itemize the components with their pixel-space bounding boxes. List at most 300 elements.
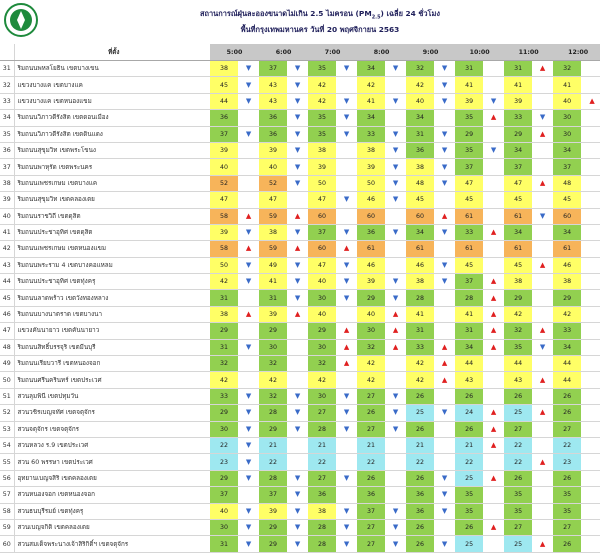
trend-cell [385, 77, 406, 93]
trend-up-icon: ▲ [343, 342, 350, 351]
trend-cell [483, 290, 504, 306]
table-row [0, 372, 600, 388]
trend-down-icon: ▼ [392, 539, 399, 548]
trend-cell [483, 405, 504, 421]
trend-cell [238, 257, 259, 273]
trend-down-icon: ▼ [392, 424, 399, 433]
trend-down-icon: ▼ [294, 80, 301, 89]
trend-cell [336, 224, 357, 240]
pm25-value: 35 [504, 503, 532, 519]
pm25-value: 40 [308, 306, 336, 322]
pm25-value: 22 [455, 454, 483, 470]
hour-header: 6:00 [259, 44, 308, 61]
trend-up-icon: ▲ [441, 359, 448, 368]
hour-header: 5:00 [210, 44, 259, 61]
table-row [0, 470, 600, 486]
station-location: สวนหลวง ร.9 เขตประเวศ [14, 437, 210, 453]
trend-cell [238, 274, 259, 290]
trend-cell [287, 126, 308, 142]
trend-down-icon: ▼ [245, 539, 252, 548]
trend-down-icon: ▼ [441, 408, 448, 417]
pm25-value: 26 [357, 470, 385, 486]
trend-cell [483, 142, 504, 158]
table-row [0, 257, 600, 273]
pm25-value: 31 [455, 323, 483, 339]
trend-up-icon: ▲ [539, 260, 546, 269]
trend-cell [434, 224, 455, 240]
pm25-value: 36 [406, 487, 434, 503]
trend-down-icon: ▼ [392, 96, 399, 105]
pm25-value: 25 [504, 405, 532, 421]
trend-cell [238, 192, 259, 208]
trend-cell [434, 208, 455, 224]
trend-cell [532, 192, 553, 208]
trend-down-icon: ▼ [343, 260, 350, 269]
pm25-value: 37 [553, 159, 581, 175]
trend-cell [238, 290, 259, 306]
trend-down-icon: ▼ [343, 506, 350, 515]
pm25-value: 40 [553, 93, 581, 109]
pm25-value: 35 [455, 142, 483, 158]
pm25-value: 27 [308, 470, 336, 486]
station-location: สวนหนองจอก เขตหนองจอก [14, 487, 210, 503]
trend-cell [238, 126, 259, 142]
station-location: ริมถนนสุขุมวิท เขตคลองเตย [14, 192, 210, 208]
table-row [0, 274, 600, 290]
trend-cell [532, 290, 553, 306]
row-number: 55 [0, 454, 14, 470]
trend-cell [532, 61, 553, 77]
trend-down-icon: ▼ [245, 424, 252, 433]
trend-cell [483, 61, 504, 77]
trend-down-icon: ▼ [392, 64, 399, 73]
pm25-value: 37 [210, 487, 238, 503]
trend-cell [532, 454, 553, 470]
trend-cell [434, 454, 455, 470]
trend-down-icon: ▼ [392, 129, 399, 138]
pm25-value: 42 [308, 77, 336, 93]
station-location: สวนลุมพินี เขตปทุมวัน [14, 388, 210, 404]
trend-cell [238, 241, 259, 257]
trend-up-icon: ▲ [490, 326, 497, 335]
pm25-value: 42 [406, 356, 434, 372]
pm25-value: 27 [553, 519, 581, 535]
trend-cell [238, 388, 259, 404]
trend-up-icon: ▲ [490, 473, 497, 482]
pm25-value: 26 [455, 519, 483, 535]
pm25-value: 31 [210, 339, 238, 355]
trend-cell [385, 536, 406, 552]
pm25-value: 61 [553, 241, 581, 257]
trend-cell [238, 503, 259, 519]
trend-cell [287, 61, 308, 77]
pm25-value: 26 [553, 536, 581, 552]
pm25-value: 39 [504, 93, 532, 109]
row-number: 47 [0, 323, 14, 339]
pm25-value: 28 [259, 405, 287, 421]
pm25-value: 42 [406, 372, 434, 388]
station-location: สวนสมเด็จพระนางเจ้าสิริกิติ์ฯ เขตจตุจักร [14, 536, 210, 552]
pm25-value: 34 [406, 110, 434, 126]
pm25-table-container [0, 44, 600, 553]
trend-cell [532, 421, 553, 437]
trend-cell [581, 388, 600, 404]
pm25-value: 35 [553, 487, 581, 503]
trend-cell [385, 372, 406, 388]
pm25-value: 39 [259, 142, 287, 158]
pm25-value: 29 [308, 323, 336, 339]
pm25-value: 60 [357, 208, 385, 224]
pm25-value: 40 [210, 503, 238, 519]
trend-down-icon: ▼ [245, 64, 252, 73]
pm25-value: 21 [308, 437, 336, 453]
pm25-value: 59 [259, 208, 287, 224]
pm25-value: 33 [210, 388, 238, 404]
trend-cell [434, 437, 455, 453]
trend-cell [287, 77, 308, 93]
trend-down-icon: ▼ [343, 195, 350, 204]
trend-down-icon: ▼ [343, 113, 350, 122]
trend-cell [238, 110, 259, 126]
table-row [0, 356, 600, 372]
trend-cell [238, 142, 259, 158]
station-location: ริมถนนราชวิถี เขตดุสิต [14, 208, 210, 224]
pm25-value: 40 [259, 159, 287, 175]
trend-down-icon: ▼ [392, 506, 399, 515]
row-number: 31 [0, 61, 14, 77]
pm25-value: 37 [455, 274, 483, 290]
pm25-value: 26 [553, 405, 581, 421]
pm25-value: 61 [455, 208, 483, 224]
trend-cell [385, 339, 406, 355]
trend-up-icon: ▲ [539, 375, 546, 384]
pm25-value: 47 [308, 257, 336, 273]
trend-cell [581, 487, 600, 503]
trend-up-icon: ▲ [294, 211, 301, 220]
trend-up-icon: ▲ [294, 244, 301, 253]
trend-cell [385, 257, 406, 273]
trend-down-icon: ▼ [294, 64, 301, 73]
trend-cell [287, 175, 308, 191]
pm25-value: 60 [308, 241, 336, 257]
trend-cell [581, 257, 600, 273]
trend-cell [532, 356, 553, 372]
pm25-value: 30 [210, 519, 238, 535]
trend-cell [483, 241, 504, 257]
trend-cell [581, 356, 600, 372]
hour-header: 12:00 [553, 44, 600, 61]
trend-cell [434, 470, 455, 486]
trend-down-icon: ▼ [392, 408, 399, 417]
row-number: 52 [0, 405, 14, 421]
trend-cell [434, 241, 455, 257]
station-location: สวนจตุจักร เขตจตุจักร [14, 421, 210, 437]
pm25-value: 45 [406, 192, 434, 208]
row-number: 42 [0, 241, 14, 257]
trend-cell [532, 257, 553, 273]
trend-up-icon: ▲ [539, 178, 546, 187]
trend-up-icon: ▲ [490, 310, 497, 319]
trend-down-icon: ▼ [539, 211, 546, 220]
trend-cell [581, 323, 600, 339]
pm25-value: 36 [406, 142, 434, 158]
trend-cell [385, 61, 406, 77]
trend-cell [532, 470, 553, 486]
trend-down-icon: ▼ [392, 277, 399, 286]
trend-cell [238, 405, 259, 421]
trend-cell [287, 372, 308, 388]
row-number: 43 [0, 257, 14, 273]
trend-cell [483, 372, 504, 388]
pm25-value: 34 [357, 61, 385, 77]
pm25-value: 26 [406, 470, 434, 486]
pm25-value: 21 [406, 437, 434, 453]
trend-cell [336, 536, 357, 552]
pm25-value: 26 [553, 470, 581, 486]
trend-cell [336, 323, 357, 339]
trend-cell [483, 487, 504, 503]
trend-cell [336, 93, 357, 109]
pm25-value: 34 [553, 224, 581, 240]
trend-cell [532, 437, 553, 453]
trend-down-icon: ▼ [392, 523, 399, 532]
pm25-value: 58 [210, 208, 238, 224]
trend-cell [483, 257, 504, 273]
trend-cell [581, 274, 600, 290]
pm25-value: 27 [357, 536, 385, 552]
trend-cell [483, 339, 504, 355]
pm25-value: 27 [504, 421, 532, 437]
trend-cell [385, 93, 406, 109]
pm25-value: 22 [406, 454, 434, 470]
trend-cell [336, 339, 357, 355]
trend-cell [385, 519, 406, 535]
pm25-value: 26 [406, 388, 434, 404]
pm25-value: 21 [357, 437, 385, 453]
trend-cell [385, 159, 406, 175]
trend-cell [434, 93, 455, 109]
pm25-value: 42 [308, 372, 336, 388]
trend-cell [581, 93, 600, 109]
pm25-value: 30 [210, 421, 238, 437]
station-location: แขวงคันนายาว เขตคันนายาว [14, 323, 210, 339]
row-number: 51 [0, 388, 14, 404]
pm25-value: 35 [455, 110, 483, 126]
table-row [0, 503, 600, 519]
trend-up-icon: ▲ [539, 326, 546, 335]
trend-up-icon: ▲ [539, 129, 546, 138]
pm25-value: 61 [504, 208, 532, 224]
pm25-value: 26 [553, 388, 581, 404]
pm25-value: 59 [259, 241, 287, 257]
trend-cell [483, 208, 504, 224]
pm25-value: 39 [259, 503, 287, 519]
trend-down-icon: ▼ [245, 473, 252, 482]
trend-up-icon: ▲ [490, 441, 497, 450]
pm25-value: 30 [308, 388, 336, 404]
pm25-value: 29 [210, 405, 238, 421]
pm25-value: 46 [357, 257, 385, 273]
trend-cell [434, 290, 455, 306]
trend-down-icon: ▼ [392, 178, 399, 187]
pm25-value: 44 [553, 356, 581, 372]
pm25-value: 27 [357, 421, 385, 437]
pm25-value: 35 [504, 487, 532, 503]
trend-cell [238, 339, 259, 355]
trend-up-icon: ▲ [441, 211, 448, 220]
trend-down-icon: ▼ [245, 408, 252, 417]
pm25-value: 38 [259, 224, 287, 240]
row-number: 39 [0, 192, 14, 208]
trend-cell [385, 306, 406, 322]
trend-cell [581, 224, 600, 240]
trend-cell [238, 536, 259, 552]
trend-down-icon: ▼ [539, 342, 546, 351]
table-row [0, 437, 600, 453]
pm25-value: 32 [308, 356, 336, 372]
trend-down-icon: ▼ [441, 490, 448, 499]
trend-down-icon: ▼ [294, 96, 301, 105]
hour-header: 9:00 [406, 44, 455, 61]
trend-cell [581, 405, 600, 421]
trend-cell [483, 454, 504, 470]
trend-cell [385, 274, 406, 290]
trend-down-icon: ▼ [245, 80, 252, 89]
trend-cell [287, 257, 308, 273]
trend-cell [532, 126, 553, 142]
pm25-value: 42 [357, 356, 385, 372]
trend-cell [483, 192, 504, 208]
trend-up-icon: ▲ [490, 228, 497, 237]
trend-cell [336, 159, 357, 175]
row-number: 32 [0, 77, 14, 93]
trend-cell [336, 110, 357, 126]
pm25-value: 35 [455, 503, 483, 519]
trend-down-icon: ▼ [490, 96, 497, 105]
trend-cell [581, 126, 600, 142]
trend-down-icon: ▼ [294, 146, 301, 155]
trend-cell [336, 487, 357, 503]
pm25-value: 37 [455, 159, 483, 175]
pm25-value: 41 [553, 77, 581, 93]
pm25-value: 23 [553, 454, 581, 470]
trend-cell [581, 192, 600, 208]
trend-down-icon: ▼ [441, 506, 448, 515]
pm25-value: 36 [259, 110, 287, 126]
pm25-value: 39 [210, 142, 238, 158]
row-number: 33 [0, 93, 14, 109]
table-row [0, 405, 600, 421]
trend-cell [483, 421, 504, 437]
trend-cell [385, 437, 406, 453]
trend-cell [336, 77, 357, 93]
trend-cell [532, 487, 553, 503]
pm25-value: 31 [210, 536, 238, 552]
trend-cell [336, 437, 357, 453]
trend-cell [581, 306, 600, 322]
trend-cell [336, 470, 357, 486]
row-number: 59 [0, 519, 14, 535]
trend-cell [581, 372, 600, 388]
trend-cell [287, 454, 308, 470]
trend-cell [385, 454, 406, 470]
pm25-value: 45 [455, 257, 483, 273]
trend-cell [581, 208, 600, 224]
station-location: แขวงบางแค เขตบางแค [14, 77, 210, 93]
trend-cell [483, 356, 504, 372]
station-location: ริมถนนวิภาวดีรังสิต เขตดินแดง [14, 126, 210, 142]
table-row [0, 142, 600, 158]
trend-cell [434, 323, 455, 339]
pm25-value: 33 [357, 126, 385, 142]
pm25-value: 43 [259, 77, 287, 93]
pm25-value: 28 [259, 470, 287, 486]
trend-cell [483, 306, 504, 322]
pm25-value: 21 [259, 437, 287, 453]
trend-cell [385, 470, 406, 486]
trend-cell [434, 503, 455, 519]
pm25-value: 26 [455, 388, 483, 404]
station-location: ริมถนนสุขุมวิท เขตพระโขนง [14, 142, 210, 158]
pm25-value: 38 [308, 142, 336, 158]
trend-up-icon: ▲ [490, 113, 497, 122]
trend-cell [532, 339, 553, 355]
trend-cell [287, 536, 308, 552]
trend-cell [287, 290, 308, 306]
pm25-value: 25 [455, 470, 483, 486]
station-location: ริมถนนเพชรเกษม เขตบางแค [14, 175, 210, 191]
trend-down-icon: ▼ [294, 129, 301, 138]
table-row [0, 192, 600, 208]
pm25-value: 42 [259, 372, 287, 388]
trend-cell [238, 454, 259, 470]
trend-cell [434, 421, 455, 437]
pm25-value: 50 [357, 175, 385, 191]
trend-up-icon: ▲ [392, 310, 399, 319]
trend-cell [238, 159, 259, 175]
trend-up-icon: ▲ [589, 96, 595, 105]
trend-down-icon: ▼ [441, 162, 448, 171]
trend-down-icon: ▼ [343, 523, 350, 532]
pm25-value: 35 [308, 61, 336, 77]
pm25-value: 37 [259, 487, 287, 503]
row-number: 45 [0, 290, 14, 306]
trend-cell [532, 405, 553, 421]
pm25-value: 27 [357, 388, 385, 404]
trend-down-icon: ▼ [343, 473, 350, 482]
trend-cell [238, 61, 259, 77]
trend-cell [581, 437, 600, 453]
trend-down-icon: ▼ [245, 96, 252, 105]
trend-cell [336, 290, 357, 306]
pm25-value: 38 [406, 274, 434, 290]
trend-down-icon: ▼ [441, 277, 448, 286]
pm25-value: 22 [308, 454, 336, 470]
table-row [0, 208, 600, 224]
trend-up-icon: ▲ [539, 539, 546, 548]
pm25-value: 61 [455, 241, 483, 257]
pm25-value: 42 [504, 306, 532, 322]
pm25-value: 45 [210, 77, 238, 93]
trend-cell [483, 503, 504, 519]
trend-down-icon: ▼ [441, 178, 448, 187]
pm25-value: 61 [504, 241, 532, 257]
trend-cell [238, 224, 259, 240]
trend-cell [532, 536, 553, 552]
pm25-value: 45 [504, 192, 532, 208]
trend-cell [483, 437, 504, 453]
pm25-value: 22 [210, 437, 238, 453]
